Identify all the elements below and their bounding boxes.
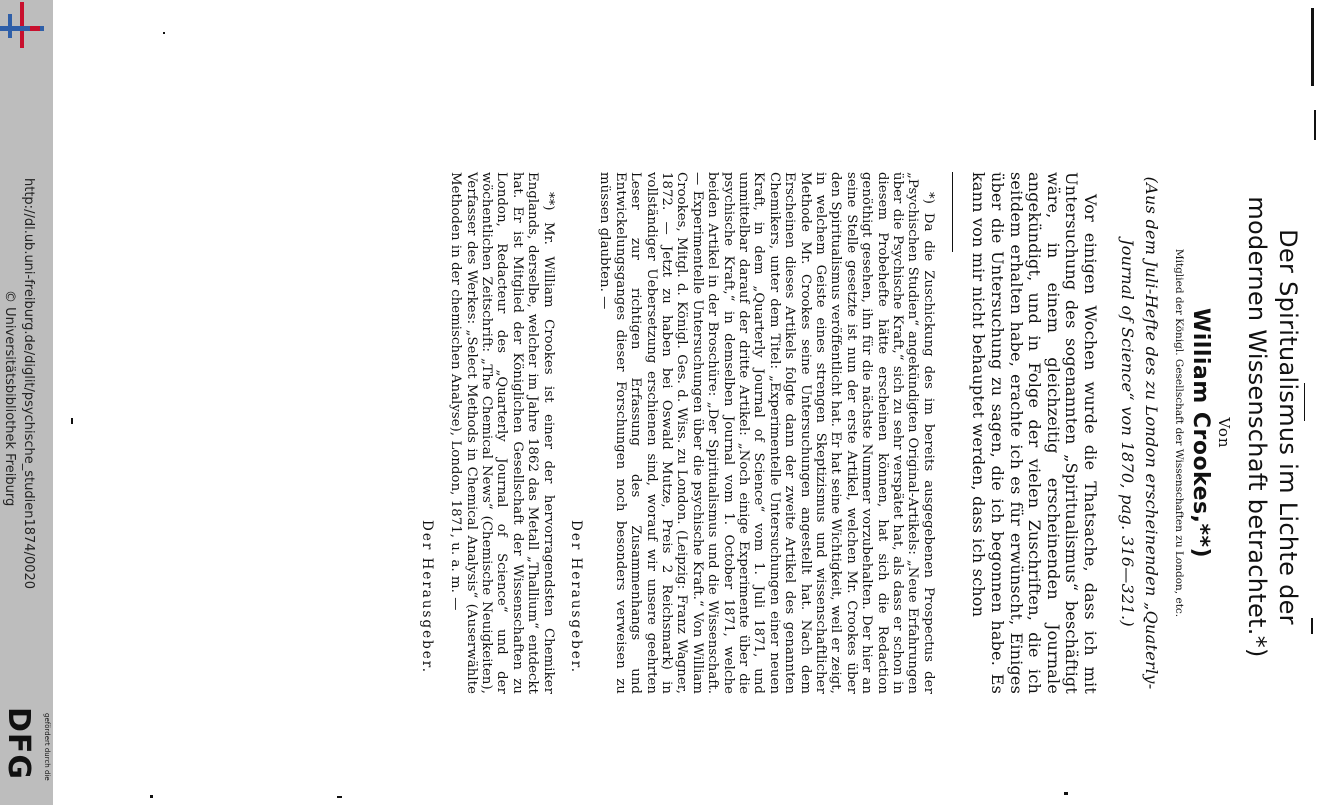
dfg-funding-logo — [0, 705, 53, 805]
printed-page — [213, 172, 1303, 694]
source-url[interactable]: http://dl.ub.uni-freiburg.de/diglit/psychische_studien1874/0020 — [21, 178, 36, 590]
library-logo-icon — [0, 0, 53, 56]
copyright-notice: © Universitätsbibliothek Freiburg — [2, 290, 17, 507]
body-paragraph: Vor einigen Wochen wurde die Thatsache, dass ich mit Untersuchung des sogenannten „Spiritualismus“ beschäftigt wäre, in einem gleichzeitig erscheinenden Journale angekündigt, und in Folge der vielen Zuschriften, die ich seitdem erhalten habe, erachte ich es für erwünscht, Einiges über die Untersuchung zu sagen, die ich begonnen habe. Es kann von mir nicht behauptet werden, dass ich schon — [969, 172, 1100, 694]
article-source: (Aus dem Juli-Hefte des zu London erscheinenden „Quaterly-Journal of Science“ von 1870, pag. 316—321.) — [1118, 176, 1161, 690]
byline-von: Von — [1215, 417, 1233, 449]
dfg-funding-caption: gefördert durch die — [43, 713, 51, 781]
footnote-crookes: **) Mr. William Crookes ist einer der hervorragendsten Chemiker Englands, derselbe, welcher im Jahre 1862 das Metall „Thallium“ entdeckt hat. Er ist Mitglied der Königlichen Gesellschaft der Wissenschaften zu London, Redacteur des „Quarterly Journal of Science“ und der wöchentlichen Zeitschrift: „The Chemical News“ (Chemische Neuigkeiten), Verfasser des Werkes: „Select Methods in Chemical Analysis“ (Auserwählte Methoden in der chemischen Analyse), London, 1871, u. a. m. — — [448, 172, 556, 694]
author-membership: Mitglied der Königl. Gesellschaft der Wissenschaften zu London, etc. — [1173, 248, 1185, 618]
footnote-editor: *) Da die Zuschickung des im bereits ausgegebenen Prospectus der „Psychischen Studien“ angekündigten Original-Artikels: „Neue Erfahrungen über die Psychische Kraft,“ sich zu sehr verspätet hat, als dass er schon in diesem Probehefte hätte erscheinen können, hat sich die Redaction genöthigt gesehen, ihn für die nächste Nummer vorzubehalten. Der hier an seine Stelle gesetzte ist nun der erste Artikel, welchen Mr. Crookes über den Spiritualismus veröffentlicht hat. Er hat seine Wichtigkeit, weil er zeigt, in welchem Geiste eines strengen Skeptizismus und wissenschaftlicher Methode Mr. Crookes seine Untersuchungen angestellt hat. Nach dem Erscheinen dieses Artikels folgte dann der zweite Artikel des genannten Chemikers, unter dem Titel: „Experimentelle Untersuchungen einer neuen Kraft, in dem „Quarterly Journal of Science“ vom 1. Juli 1871, und unmittelbar darauf der dritte Artikel: „Noch einige Experimente über die psychische Kraft,“ in demselben Journal vom 1. October 1871, welche beiden Artikel in der Broschüre: „Der Spiritualismus und die Wissenschaft. — Experimentelle Untersuchungen über die psychische Kraft.“ Von William Crookes, Mitgl. d. Königl. Ges. d. Wiss. zu London. (Leipzig: Franz Wagner, 1872. — Jetzt zu haben bei Oswald Mutze, Preis 2 Reichsmark) in vollständiger Uebersetzung erschienen sind, worauf wir unsere geehrten Leser zur richtigen Erfassung des Zusammenhangs und Entwickelungsganges dieser Forschungen noch besonders verweisen zu müssen glaubten. — — [597, 172, 936, 694]
library-sidebar — [0, 0, 53, 805]
footnote-divider — [952, 172, 953, 252]
footnote-signature: Der Herausgeber. — [418, 520, 435, 674]
article-title: Der Spiritualismus im Lichte der modernen Wissenschaft betrachtet.*) — [1243, 196, 1302, 658]
article-author: William Crookes,**) — [1188, 307, 1213, 559]
dfg-logo-text: DFG — [1, 707, 36, 781]
footnote-signature: Der Herausgeber. — [567, 520, 584, 674]
